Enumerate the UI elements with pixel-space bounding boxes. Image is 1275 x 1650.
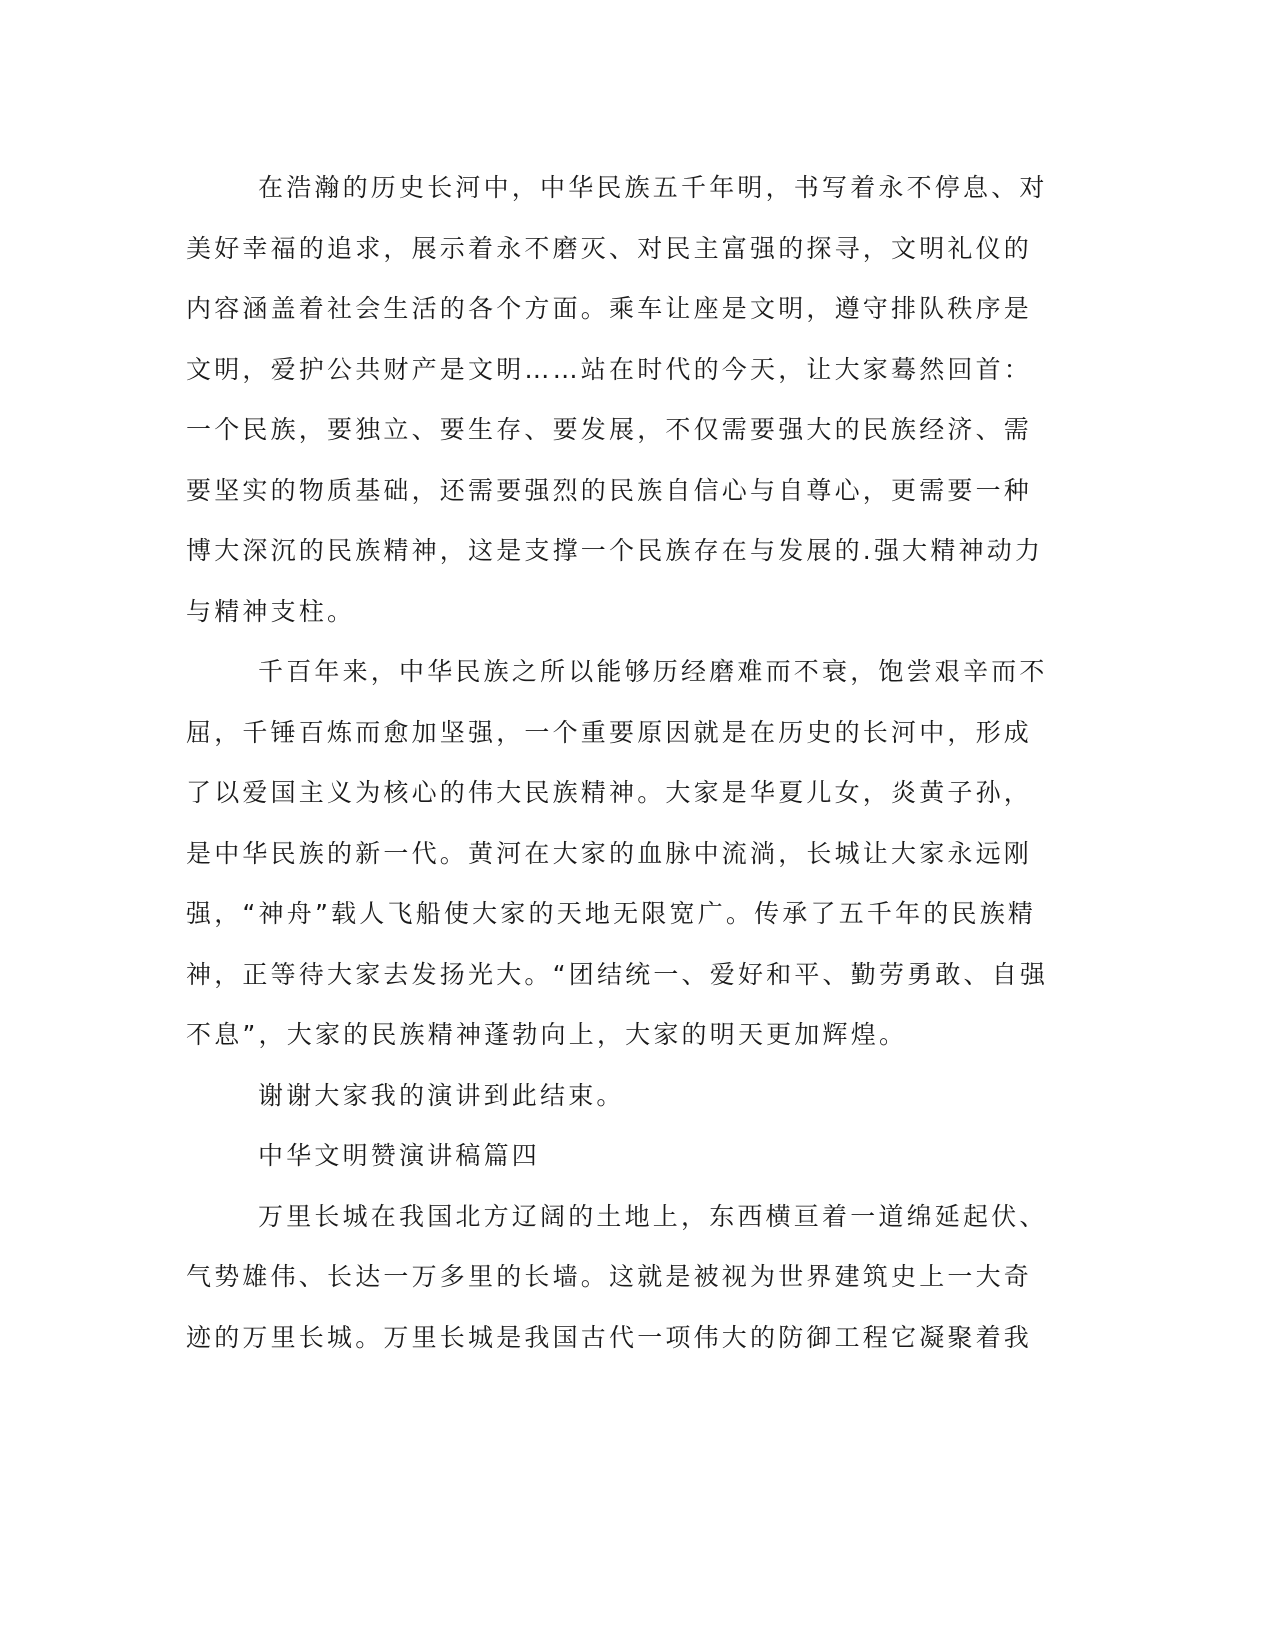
- paragraph-1-line-8: 与精神支柱。: [186, 596, 356, 626]
- section-heading: 中华文明赞演讲稿篇四: [258, 1141, 541, 1170]
- paragraph-2-line-5: 强，“神舟”载人飞船使大家的天地无限宽广。传承了五千年的民族精: [186, 899, 1037, 928]
- paragraph-3-line-3: 迹的万里长城。万里长城是我国古代一项伟大的防御工程它凝聚着我: [186, 1322, 1033, 1352]
- paragraph-1-line-1: 在浩瀚的历史长河中，中华民族五千年明，书写着永不停息、对: [258, 173, 1048, 202]
- paragraph-2-line-4: 是中华民族的新一代。黄河在大家的血脉中流淌，长城让大家永远刚: [186, 838, 1033, 868]
- paragraph-2-line-2: 屈，千锤百炼而愈加坚强，一个重要原因就是在历史的长河中，形成: [186, 717, 1033, 747]
- closing-line: 谢谢大家我的演讲到此结束。: [258, 1080, 625, 1110]
- paragraph-3-line-1: 万里长城在我国北方辽阔的土地上，东西横亘着一道绵延起伏、: [258, 1201, 1048, 1231]
- paragraph-2-line-1: 千百年来，中华民族之所以能够历经磨难而不衰，饱尝艰辛而不: [258, 657, 1048, 686]
- paragraph-2-line-6: 神，正等待大家去发扬光大。“团结统一、爱好和平、勤劳勇敢、自强: [186, 959, 1049, 989]
- paragraph-1-line-7: 博大深沉的民族精神，这是支撑一个民族存在与发展的.强大精神动力: [186, 536, 1044, 565]
- paragraph-1-line-4: 文明，爱护公共财产是文明……站在时代的今天，让大家蓦然回首：: [186, 354, 1033, 384]
- paragraph-1-line-6: 要坚实的物质基础，还需要强烈的民族自信心与自尊心，更需要一种: [186, 475, 1033, 505]
- document-body: [186, 158, 1049, 1368]
- paragraph-3-line-2: 气势雄伟、长达一万多里的长墙。这就是被视为世界建筑史上一大奇: [186, 1262, 1033, 1291]
- paragraph-2-line-7: 不息”，大家的民族精神蓬勃向上，大家的明天更加辉煌。: [186, 1020, 908, 1049]
- paragraph-1-line-3: 内容涵盖着社会生活的各个方面。乘车让座是文明，遵守排队秩序是: [186, 294, 1033, 323]
- paragraph-1-line-5: 一个民族，要独立、要生存、要发展，不仅需要强大的民族经济、需: [186, 415, 1033, 444]
- paragraph-1-line-2: 美好幸福的追求，展示着永不磨灭、对民主富强的探寻，文明礼仪的: [186, 233, 1033, 263]
- paragraph-2-line-3: 了以爱国主义为核心的伟大民族精神。大家是华夏儿女，炎黄子孙，: [186, 778, 1033, 807]
